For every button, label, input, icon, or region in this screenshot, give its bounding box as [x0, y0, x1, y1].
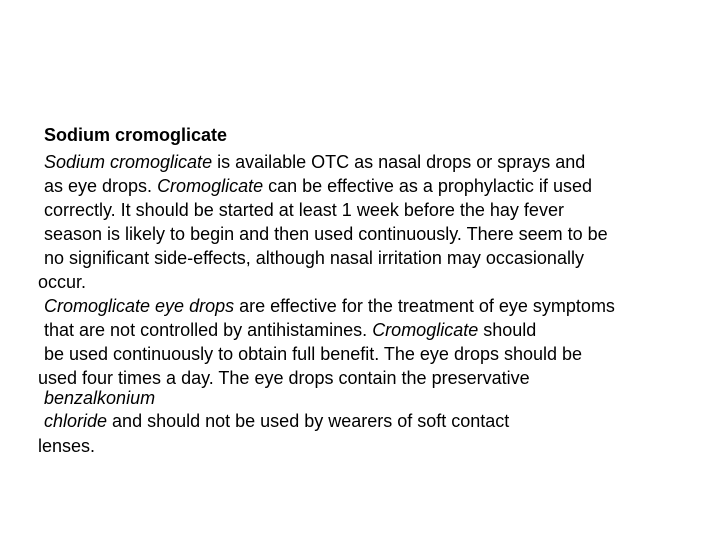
para2-line1-text: are effective for the treatment of eye symptoms: [234, 296, 615, 316]
para2-line2-text: should: [478, 320, 537, 340]
drug-name-emphasis: Sodium cromoglicate: [44, 152, 213, 172]
para2-line6: [44, 410, 509, 432]
para2-line5: [44, 387, 155, 409]
drug-name-emphasis: Cromoglicate eye drops: [44, 296, 235, 316]
para1-line3: correctly. It should be started at least 1 week before the hay fever: [44, 200, 564, 220]
para1-line2: [44, 175, 592, 197]
para1-line1: [44, 151, 585, 173]
drug-name-emphasis: chloride: [44, 411, 108, 431]
drug-name-emphasis: Cromoglicate: [157, 176, 264, 196]
para2-line4: used four times a day. The eye drops contain the preservative: [38, 368, 530, 388]
para1-line4: season is likely to begin and then used continuously. There seem to be: [44, 224, 608, 244]
para2-line2: [44, 319, 536, 341]
drug-name-emphasis: Cromoglicate: [372, 320, 479, 340]
para2-line2-pre: that are not controlled by antihistamines.: [44, 320, 373, 340]
para2-line3: be used continuously to obtain full benefit. The eye drops should be: [44, 344, 583, 364]
para1-line6: occur.: [38, 272, 87, 292]
para2-line6-text: and should not be used by wearers of soft contact: [107, 411, 510, 431]
para1-line1-text: is available OTC as nasal drops or sprays and: [212, 152, 586, 172]
para1-line5: no significant side-effects, although nasal irritation may occasionally: [44, 248, 584, 268]
slide-title: Sodium cromoglicate: [44, 125, 228, 145]
para2-line7: lenses.: [38, 436, 96, 456]
para2-line1: [44, 295, 615, 317]
drug-name-emphasis: benzalkonium: [44, 388, 156, 408]
para1-line2-pre: as eye drops.: [44, 176, 158, 196]
para1-line2-text: can be effective as a prophylactic if used: [263, 176, 592, 196]
